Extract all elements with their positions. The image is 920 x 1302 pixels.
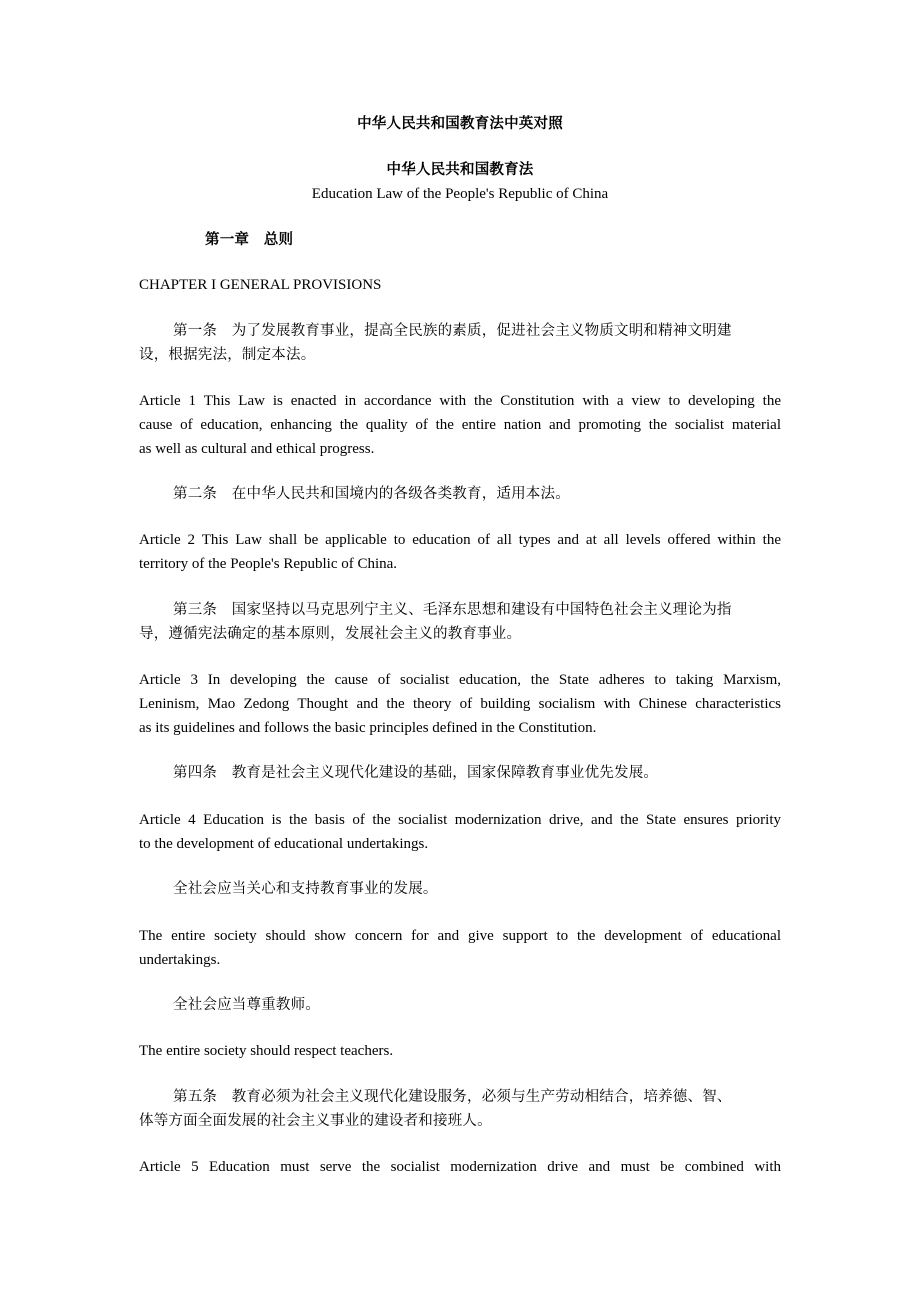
law-title-cn: 中华人民共和国教育法 [386,162,534,178]
article-1-en-line: Article 1 This Law is enacted in accordance with the Constitution with a view to developing the [139,393,781,409]
article-4-para-2-en-line: undertakings. [139,952,221,968]
article-4-en-line: Article 4 Education is the basis of the socialist modernization drive, and the State ensures priority [139,812,781,828]
article-4-en-line: to the development of educational undertakings. [139,836,429,852]
article-1-cn-line: 设，根据宪法，制定本法。 [139,347,316,363]
document-title: 中华人民共和国教育法中英对照 [357,116,563,132]
article-5-cn-line: 第五条 教育必须为社会主义现代化建设服务，必须与生产劳动相结合，培养德、智、 [173,1089,732,1105]
article-4-para-2-en-line: The entire society should show concern for and give support to the development of educational [139,928,781,944]
article-3-en-line: Leninism, Mao Zedong Thought and the theory of building socialism with Chinese characteristics [139,696,781,712]
article-2-en-line: territory of the People's Republic of China. [139,556,398,572]
article-5-en-line: Article 5 Education must serve the socialist modernization drive and must be combined with [139,1159,781,1175]
article-4-para-3-cn: 全社会应当尊重教师。 [173,997,320,1013]
article-5-cn-line: 体等方面全面发展的社会主义事业的建设者和接班人。 [139,1113,492,1129]
article-4-para-3-en: The entire society should respect teachers. [139,1043,394,1059]
article-1-en-line: as well as cultural and ethical progress. [139,441,375,457]
article-4-para-2-cn: 全社会应当关心和支持教育事业的发展。 [173,881,438,897]
article-3-en-line: as its guidelines and follows the basic principles defined in the Constitution. [139,720,597,736]
article-4-cn-line: 第四条 教育是社会主义现代化建设的基础，国家保障教育事业优先发展。 [173,765,659,781]
chapter-heading-cn: 第一章 总则 [205,232,294,248]
article-2-en-line: Article 2 This Law shall be applicable to education of all types and at all levels offered within the [139,532,781,548]
article-1-cn-line: 第一条 为了发展教育事业，提高全民族的素质，促进社会主义物质文明和精神文明建 [173,323,732,339]
article-1-en-line: cause of education, enhancing the quality of the entire nation and promoting the socialist material [139,417,781,433]
article-3-cn-line: 第三条 国家坚持以马克思列宁主义、毛泽东思想和建设有中国特色社会主义理论为指 [173,602,732,618]
article-3-en-line: Article 3 In developing the cause of socialist education, the State adheres to taking Marxism, [139,672,781,688]
article-2-cn-line: 第二条 在中华人民共和国境内的各级各类教育，适用本法。 [173,486,570,502]
article-3-cn-line: 导，遵循宪法确定的基本原则，发展社会主义的教育事业。 [139,626,522,642]
law-title-en: Education Law of the People's Republic of China [311,186,609,202]
chapter-heading-en: CHAPTER I GENERAL PROVISIONS [139,277,382,293]
